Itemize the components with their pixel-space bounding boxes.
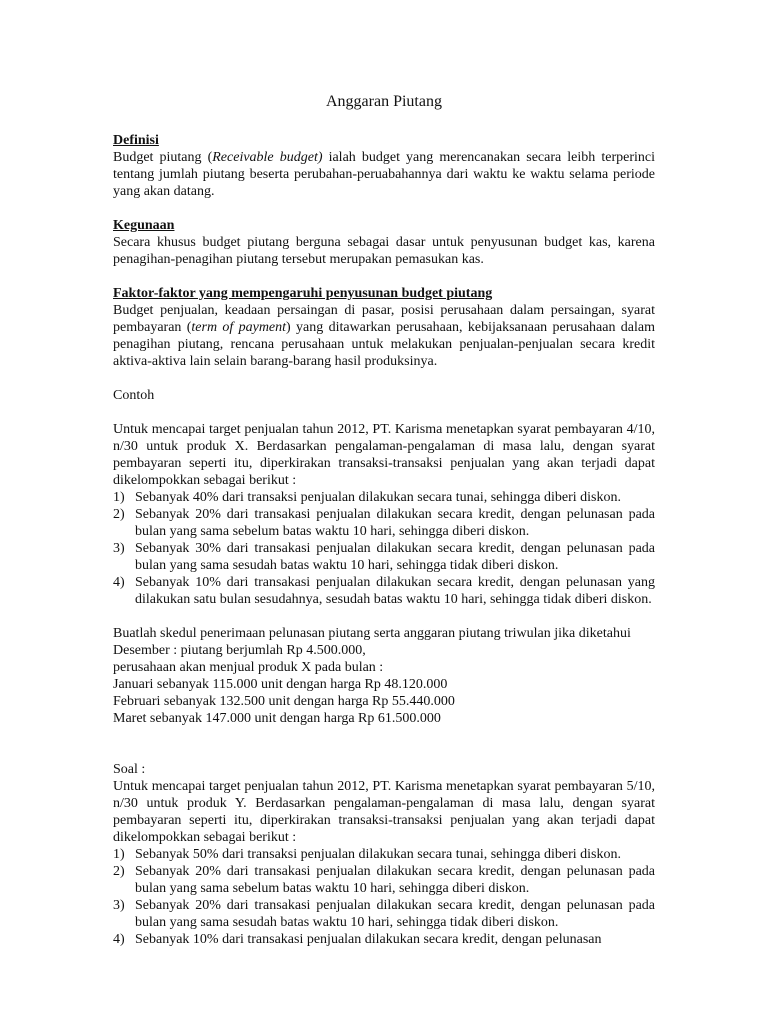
definisi-heading: Definisi bbox=[113, 133, 159, 148]
soal-intro: Untuk mencapai target penjualan tahun 2012, PT. Karisma menetapkan syarat pembayaran 5/10, n/30 untuk produk Y. Berdasarkan pengalaman-pengalaman di masa lalu, dengan syarat pembayaran seperti itu, diperkirakan transaksi-transaksi penjualan yang akan terjadi dapat dikelompokkan sebagai berikut : bbox=[113, 779, 655, 845]
definisi-paragraph: Budget piutang (Receivable budget) ialah budget yang merencanakan secara leibh terperinci tentang jumlah piutang beserta perubahan-peruabahannya dari waktu ke waktu selama periode yang akan datang. bbox=[113, 150, 655, 199]
list-item: 3) Sebanyak 30% dari transakasi penjualan dilakukan secara kredit, dengan pelunasan pada bulan yang sama sesudah batas waktu 10 hari, sehingga tidak diberi diskon. bbox=[113, 541, 655, 573]
document-title: Anggaran Piutang bbox=[326, 93, 442, 110]
list-item: 4) Sebanyak 10% dari transakasi penjualan dilakukan secara kredit, dengan pelunasan bbox=[113, 932, 602, 947]
faktor-heading: Faktor-faktor yang mempengaruhi penyusunan budget piutang bbox=[113, 286, 493, 301]
kegunaan-paragraph: Secara khusus budget piutang berguna sebagai dasar untuk penyusunan budget kas, karena penagihan-penagihan piutang tersebut merupakan pemasukan kas. bbox=[113, 235, 655, 267]
contoh-label: Contoh bbox=[113, 388, 155, 403]
contoh-line-desember: Desember : piutang berjumlah Rp 4.500.000, bbox=[113, 643, 366, 658]
kegunaan-heading: Kegunaan bbox=[113, 218, 175, 233]
faktor-paragraph: Budget penjualan, keadaan persaingan di pasar, posisi perusahaan dalam persaingan, syarat pembayaran (term of payment) yang ditawarkan perusahaan, kebijaksanaan perusahaan dalam penagihan piutang, rencana perusahaan untuk melakukan penjualan-penjualan secara kredit aktiva-aktiva lain selain barang-barang hasil produksinya. bbox=[113, 303, 655, 369]
contoh-line-februari: Februari sebanyak 132.500 unit dengan harga Rp 55.440.000 bbox=[113, 694, 455, 709]
soal-list bbox=[113, 846, 655, 948]
contoh-line-produk: perusahaan akan menjual produk X pada bulan : bbox=[113, 660, 384, 675]
list-item: 4) Sebanyak 10% dari transakasi penjualan dilakukan secara kredit, dengan pelunasan yang dilakukan satu bulan sesudahnya, sesudah batas waktu 10 hari, sehingga tidak diberi diskon. bbox=[113, 575, 655, 607]
contoh-intro: Untuk mencapai target penjualan tahun 2012, PT. Karisma menetapkan syarat pembayaran 4/10, n/30 untuk produk X. Berdasarkan pengalaman-pengalaman di masa lalu, dengan syarat pembayaran seperti itu, diperkirakan transaksi-transaksi penjualan yang akan terjadi dapat dikelompokkan sebagai berikut : bbox=[113, 422, 655, 488]
contoh-line-maret: Maret sebanyak 147.000 unit dengan harga Rp 61.500.000 bbox=[113, 711, 441, 726]
list-item: 1) Sebanyak 50% dari transaksi penjualan dilakukan secara tunai, sehingga diberi diskon. bbox=[113, 847, 621, 862]
list-item: 3) Sebanyak 20% dari transakasi penjualan dilakukan secara kredit, dengan pelunasan pada bulan yang sama sesudah batas waktu 10 hari, sehingga tidak diberi diskon. bbox=[113, 898, 655, 930]
list-item: 2) Sebanyak 20% dari transakasi penjualan dilakukan secara kredit, dengan pelunasan pada bulan yang sama sebelum batas waktu 10 hari, sehingga diberi diskon. bbox=[113, 507, 655, 539]
document-page bbox=[113, 92, 655, 948]
soal-label: Soal : bbox=[113, 762, 146, 777]
list-item: 1) Sebanyak 40% dari transaksi penjualan dilakukan secara tunai, sehingga diberi diskon. bbox=[113, 490, 621, 505]
contoh-line-januari: Januari sebanyak 115.000 unit dengan harga Rp 48.120.000 bbox=[113, 677, 448, 692]
contoh-list bbox=[113, 489, 655, 608]
list-item: 2) Sebanyak 20% dari transakasi penjualan dilakukan secara kredit, dengan pelunasan pada bulan yang sama sebelum batas waktu 10 hari, sehingga diberi diskon. bbox=[113, 864, 655, 896]
contoh-task: Buatlah skedul penerimaan pelunasan piutang serta anggaran piutang triwulan jika diketahui bbox=[113, 626, 631, 641]
